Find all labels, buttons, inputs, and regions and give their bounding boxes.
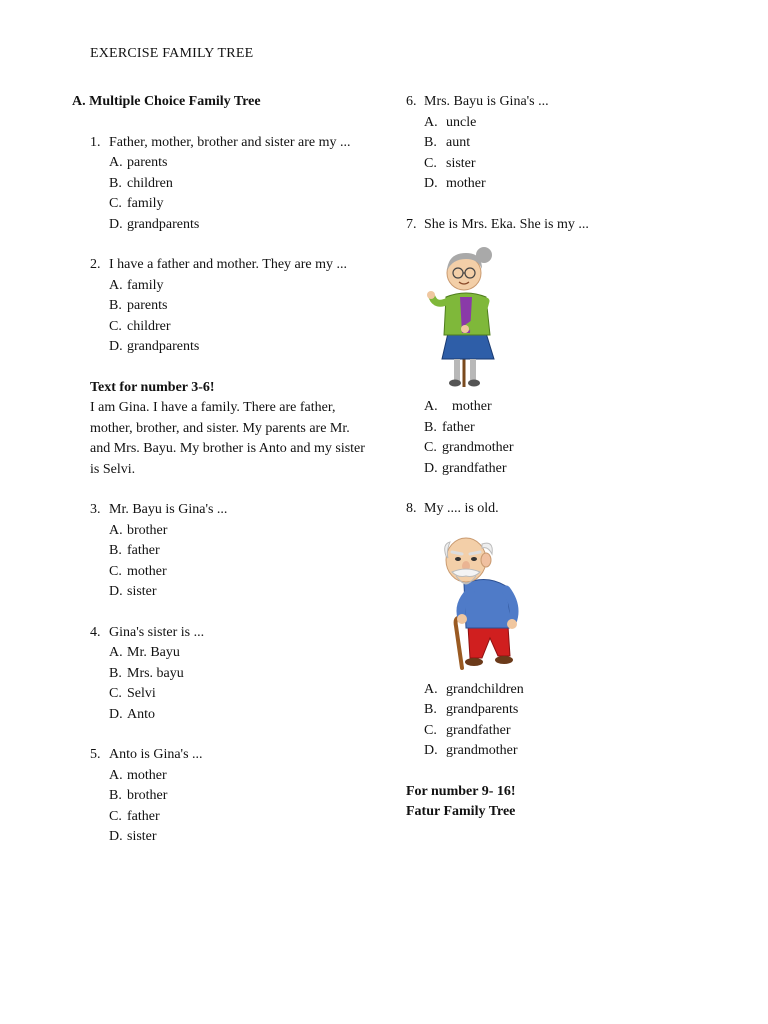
option-letter: D.	[109, 706, 123, 722]
option-c[interactable]	[109, 684, 372, 705]
option-text: sister	[127, 584, 157, 599]
option-d[interactable]	[109, 827, 372, 848]
next-section-intro	[406, 782, 726, 823]
option-letter: A.	[109, 277, 123, 293]
option-list	[424, 397, 726, 479]
question-stem: Father, mother, brother and sister are my ...	[109, 134, 351, 150]
option-letter: A.	[109, 522, 123, 538]
option-text: grandfather	[442, 460, 507, 476]
option-c[interactable]	[109, 317, 372, 338]
question-3	[72, 500, 372, 603]
passage-text: I am Gina. I have a family. There are father, mother, brother, and sister. My parents are Mr. and Mrs. Bayu. My brother is Anto and my sister is Selvi.	[90, 400, 365, 477]
option-text: grandparents	[446, 702, 519, 717]
option-text: father	[442, 419, 475, 435]
option-text: brother	[127, 788, 168, 803]
right-column	[406, 92, 726, 823]
option-text: family	[127, 196, 164, 211]
option-a[interactable]	[424, 680, 726, 701]
question-number: 6.	[406, 94, 417, 109]
option-b[interactable]	[109, 786, 372, 807]
question-number: 1.	[90, 134, 101, 150]
question-number: 4.	[90, 624, 101, 640]
option-text: Anto	[127, 706, 155, 722]
option-text: Mrs. bayu	[127, 665, 184, 681]
option-letter: C.	[109, 686, 122, 701]
question-stem: My .... is old.	[424, 501, 499, 516]
option-text: family	[127, 277, 164, 293]
question-stem: Mrs. Bayu is Gina's ...	[424, 94, 549, 109]
option-text: grandparents	[127, 339, 200, 354]
option-b[interactable]	[109, 541, 372, 562]
question-1	[72, 133, 372, 236]
option-text: Selvi	[127, 686, 156, 701]
question-2	[72, 255, 372, 358]
option-letter: B.	[109, 788, 122, 803]
question-stem: She is Mrs. Eka. She is my ...	[424, 216, 589, 232]
option-list	[109, 153, 372, 235]
option-a[interactable]	[109, 521, 372, 542]
question-8	[406, 499, 726, 762]
passage-heading: Text for number 3-6!	[90, 379, 215, 395]
question-number: 7.	[406, 216, 417, 232]
option-text: grandmother	[446, 743, 518, 758]
option-list	[424, 113, 726, 195]
option-d[interactable]	[109, 215, 372, 236]
question-number: 5.	[90, 747, 101, 762]
option-text: grandparents	[127, 216, 200, 232]
option-text: Mr. Bayu	[127, 645, 180, 660]
option-c[interactable]	[424, 721, 726, 742]
option-a[interactable]	[109, 276, 372, 297]
option-letter: D.	[424, 460, 438, 476]
option-a[interactable]	[109, 766, 372, 787]
option-c[interactable]	[424, 154, 726, 175]
option-letter: D.	[109, 216, 123, 232]
option-letter: A.	[109, 645, 123, 660]
option-text: mother	[452, 399, 492, 414]
option-letter: B.	[109, 543, 122, 558]
option-d[interactable]	[109, 705, 372, 726]
option-text: aunt	[446, 135, 471, 150]
option-letter: A.	[109, 767, 123, 783]
option-letter: B.	[109, 298, 122, 313]
option-text: parents	[127, 298, 168, 313]
option-c[interactable]	[109, 562, 372, 583]
option-letter: D.	[109, 829, 123, 844]
next-section-title: Fatur Family Tree	[406, 804, 516, 819]
section-heading: A. Multiple Choice Family Tree	[72, 94, 261, 109]
option-letter: B.	[424, 419, 437, 435]
option-text: father	[127, 808, 160, 824]
option-letter: A.	[109, 155, 123, 170]
option-text: grandfather	[446, 722, 511, 738]
option-letter: C.	[109, 318, 122, 334]
left-column	[72, 92, 372, 868]
option-c[interactable]	[109, 194, 372, 215]
question-stem: Mr. Bayu is Gina's ...	[109, 502, 228, 517]
option-letter: B.	[109, 175, 122, 191]
option-d[interactable]	[424, 174, 726, 195]
option-letter: B.	[109, 665, 122, 681]
document-title: EXERCISE FAMILY TREE	[90, 46, 254, 61]
option-b[interactable]	[424, 133, 726, 154]
option-b[interactable]	[424, 418, 726, 439]
option-text: father	[127, 543, 160, 558]
option-text: mother	[127, 563, 167, 579]
next-section-range: For number 9- 16!	[406, 783, 516, 799]
option-letter: B.	[424, 702, 437, 717]
option-letter: A.	[424, 114, 438, 130]
option-text: sister	[127, 829, 157, 844]
question-5	[72, 745, 372, 848]
option-text: parents	[127, 155, 168, 170]
option-a[interactable]	[109, 643, 372, 664]
option-letter: D.	[424, 176, 438, 191]
grandmother-illustration	[424, 241, 726, 391]
option-b[interactable]	[109, 296, 372, 317]
option-letter: C.	[424, 440, 437, 455]
option-letter: C.	[424, 722, 437, 738]
option-text: uncle	[446, 114, 477, 130]
option-b[interactable]	[424, 700, 726, 721]
option-text: grandmother	[442, 440, 514, 455]
option-b[interactable]	[109, 664, 372, 685]
option-list	[109, 521, 372, 603]
option-d[interactable]	[424, 459, 726, 480]
question-stem: Gina's sister is ...	[109, 624, 205, 640]
option-list	[109, 643, 372, 725]
option-text: mother	[127, 767, 167, 783]
option-letter: A.	[424, 399, 438, 414]
option-c[interactable]	[424, 438, 726, 459]
question-number: 2.	[90, 257, 101, 272]
option-letter: B.	[424, 135, 437, 150]
question-6	[406, 92, 726, 195]
option-list	[109, 276, 372, 358]
option-d[interactable]	[109, 337, 372, 358]
grandfather-illustration	[424, 526, 726, 674]
option-letter: D.	[109, 584, 123, 599]
reading-passage	[72, 378, 372, 481]
option-text: grandchildren	[446, 681, 524, 697]
option-text: sister	[446, 155, 476, 171]
option-d[interactable]	[109, 582, 372, 603]
option-list	[109, 766, 372, 848]
option-list	[424, 680, 726, 762]
option-letter: D.	[109, 339, 123, 354]
option-letter: C.	[109, 808, 122, 824]
option-letter: C.	[109, 563, 122, 579]
question-number: 3.	[90, 502, 101, 517]
question-stem: I have a father and mother. They are my ...	[109, 257, 348, 272]
option-letter: C.	[424, 155, 437, 171]
option-a[interactable]	[424, 397, 726, 418]
option-text: children	[127, 175, 173, 191]
option-text: brother	[127, 522, 168, 538]
question-number: 8.	[406, 501, 417, 516]
question-4	[72, 623, 372, 726]
option-a[interactable]	[424, 113, 726, 134]
option-letter: D.	[424, 743, 438, 758]
question-7	[406, 215, 726, 480]
option-letter: A.	[424, 681, 438, 697]
option-d[interactable]	[424, 741, 726, 762]
option-b[interactable]	[109, 174, 372, 195]
option-text: mother	[446, 176, 486, 191]
option-a[interactable]	[109, 153, 372, 174]
option-c[interactable]	[109, 807, 372, 828]
option-letter: C.	[109, 196, 122, 211]
question-stem: Anto is Gina's ...	[109, 747, 203, 762]
option-text: childrer	[127, 318, 171, 334]
